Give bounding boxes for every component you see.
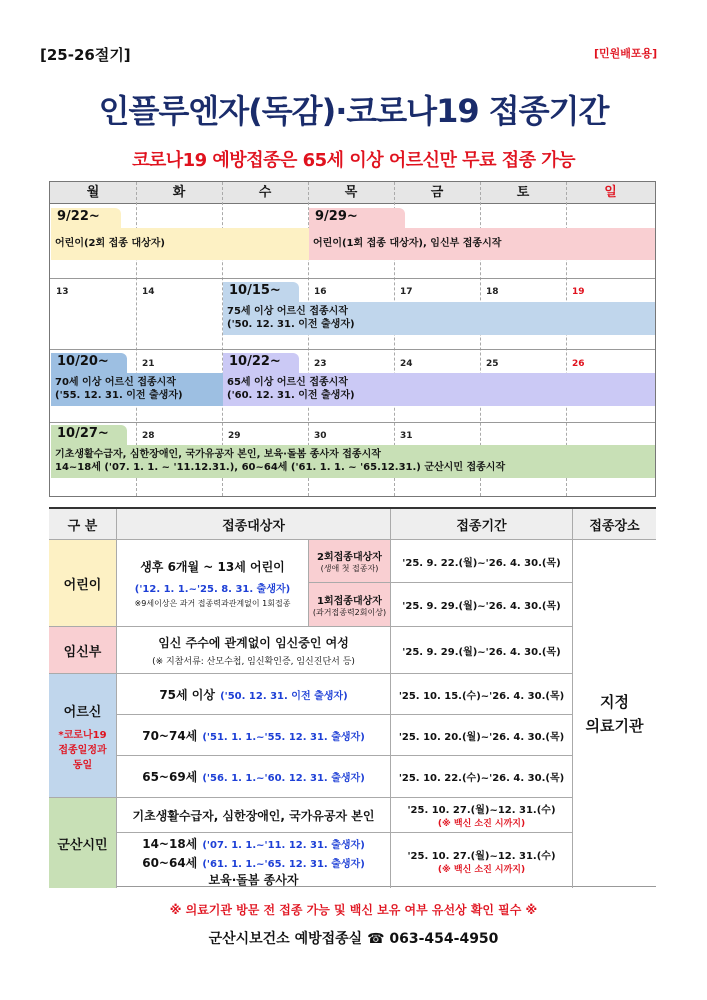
day-number: 14 [142, 287, 155, 297]
child-dose2 [309, 540, 391, 583]
citizen-r1-period-text: '25. 10. 27.(월)~12. 31.(수) [407, 805, 556, 816]
place-line: 의료기관 [585, 717, 644, 735]
footer-note: ※ 의료기관 방문 전 접종 가능 및 백신 보유 여부 유선상 확인 필수 ※ [169, 903, 538, 917]
band-citizen [51, 445, 655, 478]
date-tab-1022: 10/22~ [223, 353, 299, 373]
footer-contact: 군산시보건소 예방접종실 ☎ 063-454-4950 [208, 931, 499, 947]
day-number: 23 [314, 359, 327, 369]
place-line: 지정 [600, 693, 629, 711]
elderly-note: 접종일정과 [58, 744, 107, 756]
elderly-70-age: 70~74세 [142, 728, 198, 743]
band-line: ('55. 12. 31. 이전 출생자) [55, 390, 183, 401]
child-dose2-period: '25. 9. 22.(월)~'26. 4. 30.(목) [391, 540, 573, 583]
page-title: 인플루엔자(독감)·코로나19 접종기간 [98, 92, 609, 130]
citizen-r2-note: (※ 백신 소진 시까지) [437, 864, 526, 875]
citizen-range-14-18: ('07. 1. 1.~'11. 12. 31. 출생자) [202, 840, 365, 851]
pregnant-period: '25. 9. 29.(월)~'26. 4. 30.(목) [391, 626, 573, 673]
band-line: 75세 이상 어르신 접종시작 [227, 306, 348, 317]
child-target-range: ('12. 1. 1.~'25. 8. 31. 출생자) [134, 583, 291, 595]
elderly-75-age: 75세 이상 [159, 687, 215, 702]
elderly-65-target [117, 755, 391, 797]
day-number: 19 [572, 287, 585, 297]
header-place: 접종장소 [573, 509, 656, 540]
day-number: 16 [314, 287, 327, 297]
elderly-75-range: ('50. 12. 31. 이전 출생자) [220, 690, 348, 702]
header-category: 구 분 [49, 509, 117, 540]
day-number: 31 [400, 431, 413, 441]
day-number: 26 [572, 359, 585, 369]
day-number: 18 [486, 287, 499, 297]
elderly-note: 동일 [72, 759, 93, 771]
calendar-header [50, 182, 655, 204]
day-number: 29 [228, 431, 241, 441]
category-elderly-label: 어르신 [63, 704, 102, 720]
elderly-70-target [117, 714, 391, 755]
band-line: 기초생활수급자, 심한장애인, 국가유공자 본인, 보육·돌봄 종사자 접종시작 [55, 449, 381, 460]
page-subtitle: 코로나19 예방접종은 65세 이상 어르신만 무료 접종 가능 [131, 150, 576, 171]
citizen-age-60-64: 60~64세 [142, 856, 198, 870]
weekday-tue: 화 [172, 185, 186, 200]
date-tab-1027: 10/27~ [51, 425, 127, 445]
child-target [117, 540, 309, 626]
pregnant-target [117, 626, 391, 673]
place-cell [573, 540, 656, 888]
day-number: 30 [314, 431, 327, 441]
elderly-75-period: '25. 10. 15.(수)~'26. 4. 30.(목) [391, 673, 573, 714]
citizen-age-14-18: 14~18세 [142, 837, 198, 851]
band-line: 65세 이상 어르신 접종시작 [227, 377, 348, 388]
child-target-text: 생후 6개월 ~ 13세 어린이 [140, 559, 285, 574]
elderly-70-range: ('51. 1. 1.~'55. 12. 31. 출생자) [202, 731, 365, 743]
date-tab-0929: 9/29~ [309, 208, 405, 228]
citizen-r2-period-text: '25. 10. 27.(월)~12. 31.(수) [407, 850, 556, 862]
date-tab-1015: 10/15~ [223, 282, 299, 302]
date-tab-0922: 9/22~ [51, 208, 121, 228]
pregnant-target-note: (※ 지참서류: 산모수첩, 임신확인증, 임신진단서 등) [152, 656, 355, 667]
elderly-65-period: '25. 10. 22.(수)~'26. 4. 30.(목) [391, 755, 573, 797]
child-dose1-note: (과거접종력2회이상) [312, 607, 387, 617]
band-line: ('60. 12. 31. 이전 출생자) [227, 390, 355, 401]
elderly-70-period: '25. 10. 20.(월)~'26. 4. 30.(목) [391, 714, 573, 755]
band-line: 70세 이상 어르신 접종시작 [55, 377, 176, 388]
band-child-1dose-pregnant: 어린이(1회 접종 대상자), 임신부 접종시작 [309, 228, 655, 260]
day-number: 25 [486, 359, 499, 369]
citizen-r2-period [391, 832, 573, 888]
calendar-row-divider [50, 349, 655, 350]
band-elderly-70 [51, 373, 223, 406]
weekday-sat: 토 [516, 185, 530, 200]
band-line: ('50. 12. 31. 이전 출생자) [227, 319, 355, 330]
weekday-fri: 금 [430, 185, 444, 200]
date-tab-1020: 10/20~ [51, 353, 127, 373]
season-label: [25-26절기] [40, 46, 131, 64]
category-pregnant: 임신부 [49, 626, 117, 673]
weekday-thu: 목 [344, 185, 358, 200]
vaccination-calendar [49, 181, 656, 497]
category-citizen: 군산시민 [49, 797, 117, 888]
elderly-65-age: 65~69세 [142, 770, 198, 784]
weekday-wed: 수 [258, 185, 272, 200]
child-dose1-period: '25. 9. 29.(월)~'26. 4. 30.(목) [391, 583, 573, 626]
category-elderly [49, 673, 117, 797]
calendar-row-divider [50, 422, 655, 423]
elderly-65-range: ('56. 1. 1.~'60. 12. 31. 출생자) [202, 773, 365, 784]
day-number: 13 [56, 287, 69, 297]
weekday-mon: 월 [86, 185, 100, 200]
day-number: 28 [142, 431, 155, 441]
child-dose2-label: 2회접종대상자 [317, 552, 382, 563]
day-number: 21 [142, 359, 155, 369]
child-dose1 [309, 583, 391, 626]
pregnant-target-text: 임신 주수에 관계없이 임신중인 여성 [158, 635, 349, 650]
child-dose2-note: (생애 첫 접종자) [320, 564, 379, 573]
elderly-75-target [117, 673, 391, 714]
weekday-sun: 일 [604, 185, 617, 200]
header-target: 접종대상자 [117, 509, 391, 540]
day-number: 17 [400, 287, 413, 297]
band-elderly-65 [223, 373, 655, 406]
band-child-2dose: 어린이(2회 접종 대상자) [51, 228, 309, 260]
elderly-note: *코로나19 [58, 729, 107, 741]
category-child: 어린이 [49, 540, 117, 626]
citizen-r1-note: (※ 백신 소진 시까지) [437, 819, 526, 829]
band-line: 14~18세 ('07. 1. 1. ~ '11.12.31.), 60~64세 ('61. 1. 1. ~ '65.12.31.) 군산시민 접종시작 [55, 462, 506, 473]
child-dose1-label: 1회접종대상자 [317, 595, 382, 607]
band-elderly-75 [223, 302, 655, 335]
vaccination-table [49, 507, 656, 887]
citizen-care-workers: 보육·돌봄 종사자 [208, 873, 299, 887]
citizen-range-60-64: ('61. 1. 1.~'65. 12. 31. 출생자) [202, 859, 365, 870]
calendar-row-divider [50, 278, 655, 279]
day-number: 24 [400, 359, 413, 369]
distribution-label: [민원배포용] [594, 47, 658, 60]
header-period: 접종기간 [391, 509, 573, 540]
citizen-r2-target [117, 832, 391, 888]
citizen-r1-target: 기초생활수급자, 심한장애인, 국가유공자 본인 [117, 797, 391, 832]
child-target-note: ※9세이상은 과거 접종력과관계없이 1회접종 [134, 598, 291, 608]
citizen-r1-period [391, 797, 573, 832]
